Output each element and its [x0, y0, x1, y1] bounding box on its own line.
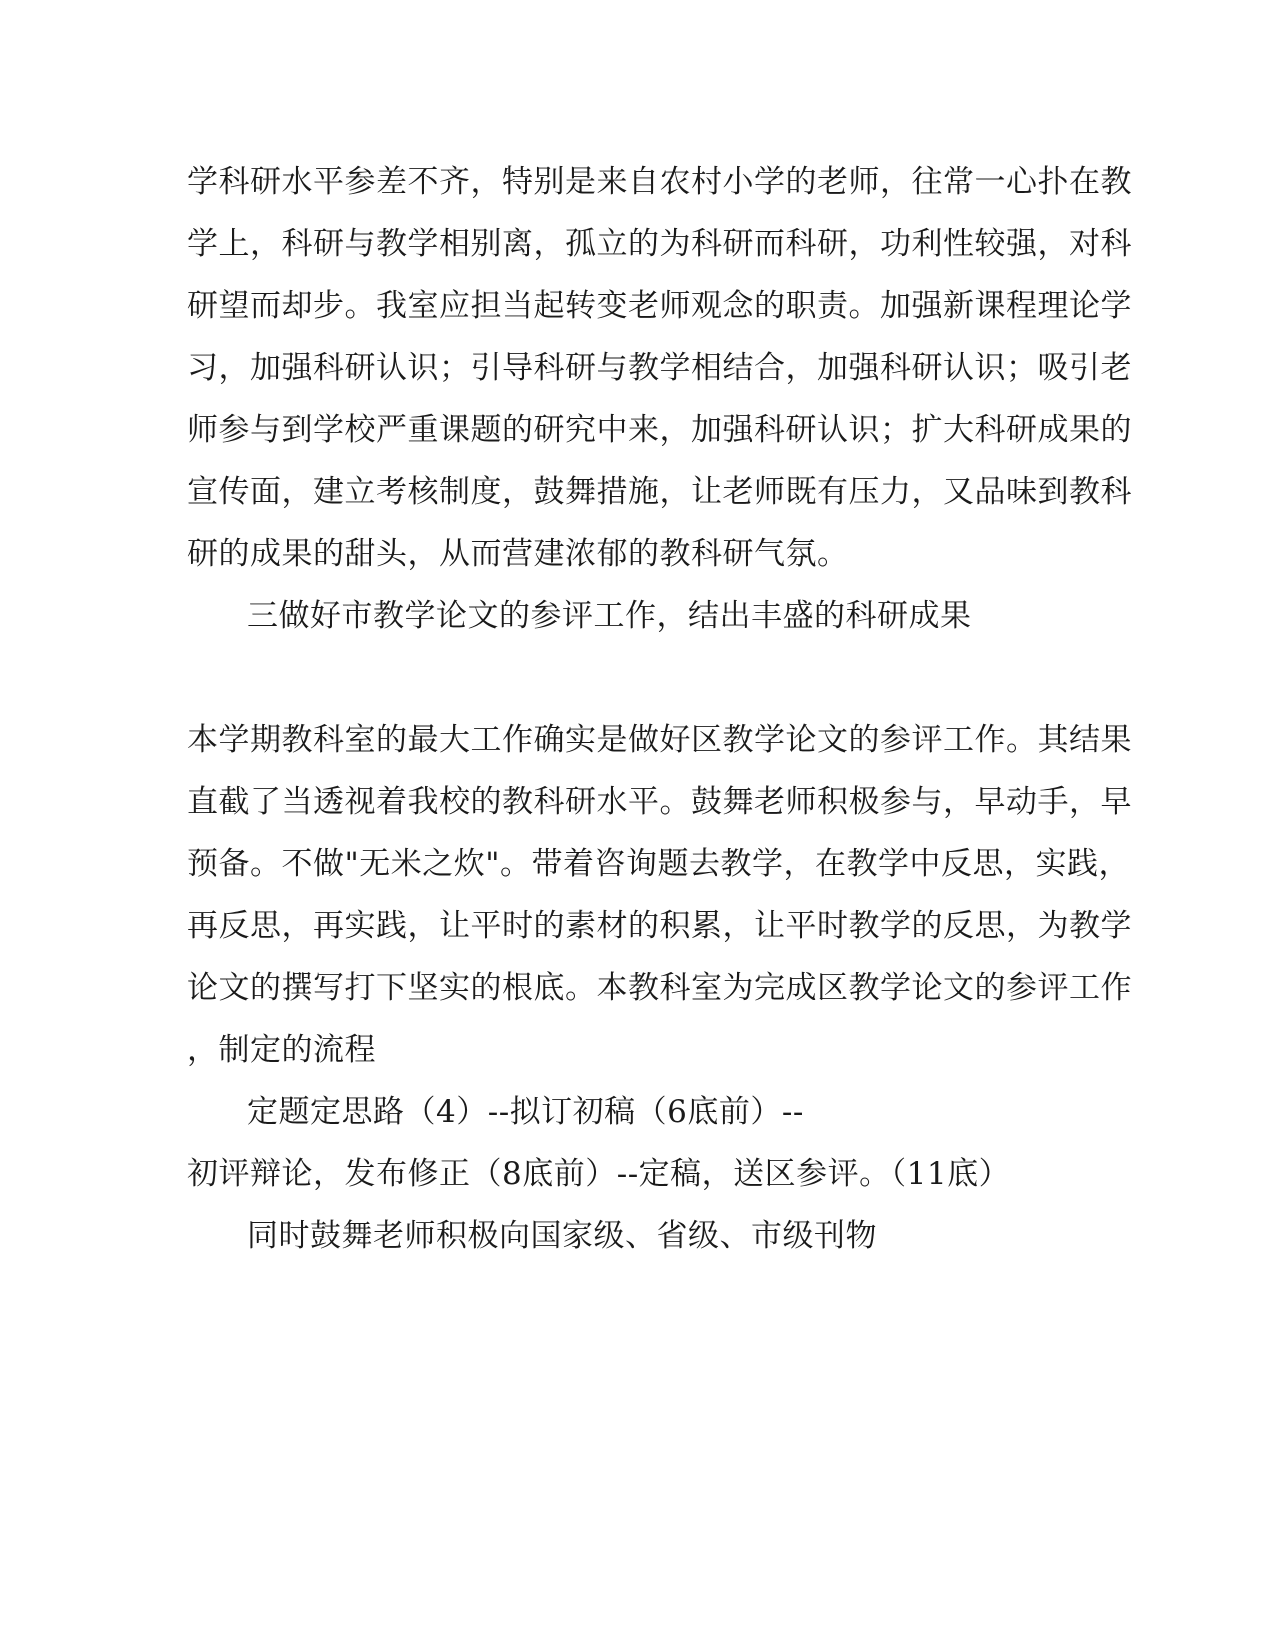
paragraph-line: 学上，科研与教学相别离，孤立的为科研而科研，功利性较强，对科	[187, 226, 1132, 262]
paragraph-line: 研的成果的甜头，从而营建浓郁的教科研气氛。	[187, 536, 849, 572]
process-line: 初评辩论，发布修正（8底前）--定稿，送区参评。（11底）	[187, 1156, 1011, 1192]
process-line: 定题定思路（4）--拟订初稿（6底前）--	[247, 1094, 804, 1130]
paragraph-line: 宣传面，建立考核制度，鼓舞措施，让老师既有压力，又品味到教科	[187, 474, 1132, 510]
paragraph-line: 学科研水平参差不齐，特别是来自农村小学的老师，往常一心扑在教	[187, 164, 1132, 200]
paragraph-line: 直截了当透视着我校的教科研水平。鼓舞老师积极参与，早动手，早	[187, 784, 1132, 820]
paragraph-line: 本学期教科室的最大工作确实是做好区教学论文的参评工作。其结果	[187, 722, 1132, 758]
paragraph-line: 同时鼓舞老师积极向国家级、省级、市级刊物	[247, 1218, 877, 1254]
paragraph-line: 师参与到学校严重课题的研究中来，加强科研认识；扩大科研成果的	[187, 412, 1132, 448]
paragraph-line: 论文的撰写打下坚实的根底。本教科室为完成区教学论文的参评工作	[187, 970, 1132, 1006]
paragraph-line: ，制定的流程	[187, 1032, 376, 1068]
section-heading: 三做好市教学论文的参评工作，结出丰盛的科研成果	[247, 598, 972, 634]
paragraph-line: 研望而却步。我室应担当起转变老师观念的职责。加强新课程理论学	[187, 288, 1132, 324]
paragraph-line: 习，加强科研认识；引导科研与教学相结合，加强科研认识；吸引老	[187, 350, 1132, 386]
paragraph-line: 再反思，再实践，让平时的素材的积累，让平时教学的反思，为教学	[187, 908, 1132, 944]
paragraph-line: 预备。不做"无米之炊"。带着咨询题去教学，在教学中反思，实践，	[187, 846, 1131, 882]
